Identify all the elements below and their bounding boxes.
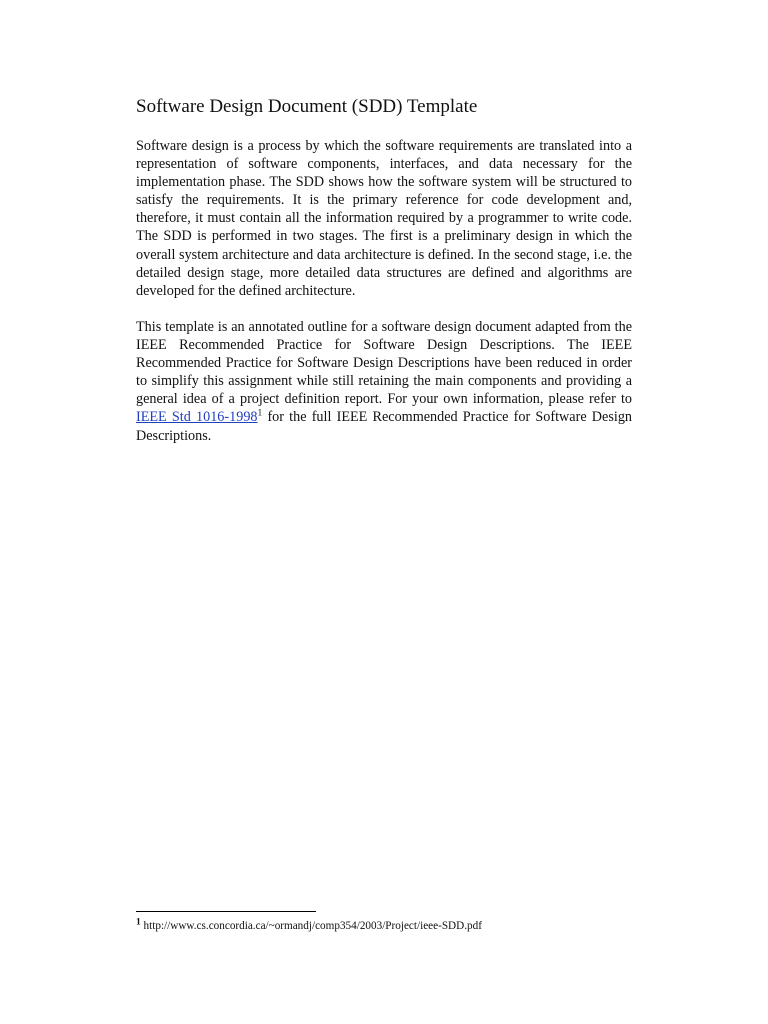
footnote-separator xyxy=(136,911,316,912)
footnote-reference[interactable]: 1 xyxy=(257,408,263,419)
footnote xyxy=(136,918,636,934)
template-paragraph-text-end: for the full IEEE Recommended Practice for Software Design Descriptions. xyxy=(136,409,633,444)
footnote-marker: 1 xyxy=(136,917,141,928)
document-title: Software Design Document (SDD) Template xyxy=(136,96,478,117)
template-paragraph-text: This template is an annotated outline for a software design document adapted from the IEEE Recommended Practice for Software Design Descriptions. The IEEE Recommended Practice for Software Design Descriptions have been reduced in order to simplify this assignment while still retaining the main components and providing a general idea of a project definition report. For your own information, please refer to xyxy=(136,319,632,408)
footnote-url: http://www.cs.concordia.ca/~ormandj/comp354/2003/Project/ieee-SDD.pdf xyxy=(140,920,482,932)
ieee-std-link[interactable]: IEEE Std 1016-1998 xyxy=(136,409,258,426)
intro-paragraph: Software design is a process by which the software requirements are translated into a representation of software components, interfaces, and data necessary for the implementation phase. The SDD shows how the software system will be structured to satisfy the requirements. It is the primary reference for code development and, therefore, it must contain all the information required by a programmer to write code. The SDD is performed in two stages. The first is a preliminary design in which the overall system architecture and data architecture is defined. In the second stage, i.e. the detailed design stage, more detailed data structures are defined and algorithms are developed for the defined architecture. xyxy=(136,138,632,299)
template-paragraph xyxy=(136,318,632,445)
